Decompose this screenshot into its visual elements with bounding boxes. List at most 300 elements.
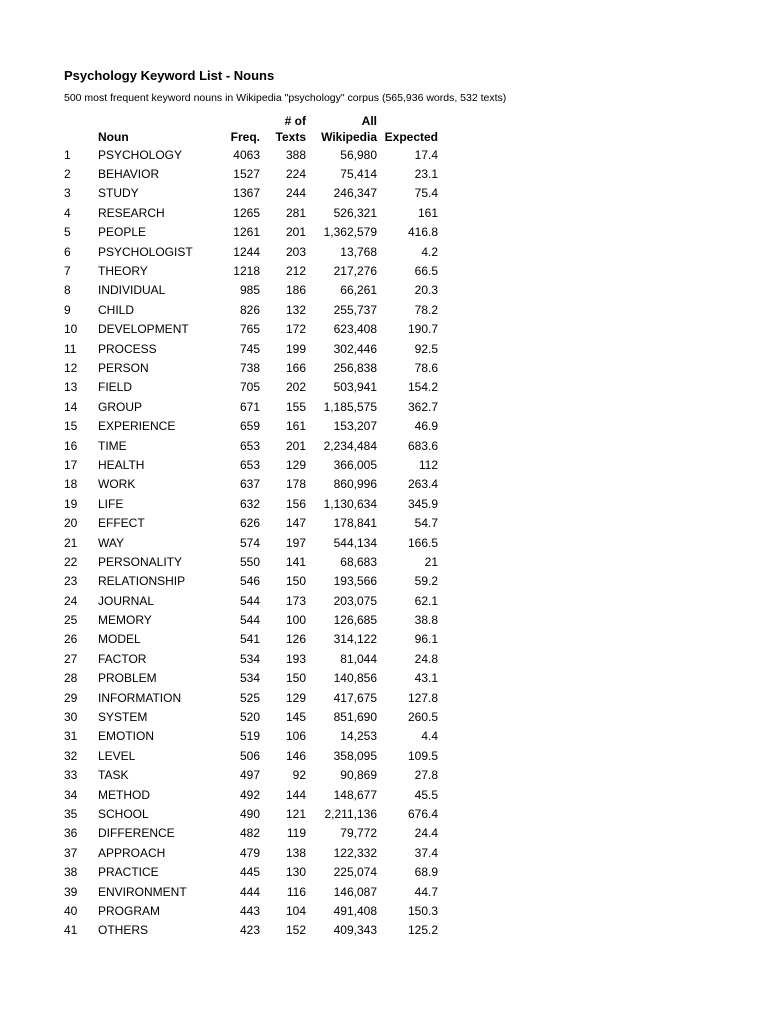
- header-wiki-top: All: [361, 114, 377, 128]
- rank-cell: 5: [64, 225, 71, 240]
- freq-cell: 546: [239, 574, 260, 589]
- texts-cell: 152: [285, 923, 306, 938]
- noun-cell: DEVELOPMENT: [98, 322, 189, 337]
- expected-cell: 78.2: [414, 302, 438, 317]
- expected-cell: 54.7: [414, 516, 438, 531]
- rank-cell: 10: [64, 322, 78, 337]
- rank-cell: 38: [64, 865, 78, 880]
- noun-cell: WAY: [98, 535, 124, 550]
- freq-cell: 520: [239, 710, 260, 725]
- expected-cell: 59.2: [414, 574, 438, 589]
- noun-cell: PEOPLE: [98, 225, 147, 240]
- rank-cell: 3: [64, 186, 71, 201]
- noun-cell: TASK: [98, 768, 129, 783]
- expected-cell: 38.8: [414, 613, 438, 628]
- rank-cell: 34: [64, 787, 78, 802]
- expected-cell: 43.1: [414, 671, 438, 686]
- noun-cell: FACTOR: [98, 651, 147, 666]
- wikipedia-cell: 178,841: [333, 516, 377, 531]
- freq-cell: 423: [239, 923, 260, 938]
- texts-cell: 104: [285, 903, 306, 918]
- table-row: [60, 572, 438, 591]
- texts-cell: 150: [285, 671, 306, 686]
- texts-cell: 121: [285, 806, 306, 821]
- wikipedia-cell: 623,408: [333, 322, 377, 337]
- header-noun: Noun: [98, 130, 129, 144]
- table-body: [60, 145, 438, 940]
- freq-cell: 1265: [233, 205, 260, 220]
- expected-cell: 109.5: [407, 748, 438, 763]
- wikipedia-cell: 2,234,484: [323, 438, 377, 453]
- rank-cell: 27: [64, 651, 78, 666]
- texts-cell: 126: [285, 632, 306, 647]
- expected-cell: 416.8: [407, 225, 438, 240]
- rank-cell: 4: [64, 205, 71, 220]
- table-row: [60, 552, 438, 571]
- wikipedia-cell: 68,683: [340, 554, 377, 569]
- wikipedia-cell: 90,869: [340, 768, 377, 783]
- noun-cell: PROBLEM: [98, 671, 157, 686]
- freq-cell: 653: [239, 457, 260, 472]
- noun-cell: TIME: [98, 438, 127, 453]
- expected-cell: 66.5: [414, 264, 438, 279]
- table-row: [60, 184, 438, 203]
- expected-cell: 263.4: [407, 477, 438, 492]
- texts-cell: 197: [285, 535, 306, 550]
- expected-cell: 75.4: [414, 186, 438, 201]
- wikipedia-cell: 491,408: [333, 903, 377, 918]
- noun-cell: INFORMATION: [98, 690, 182, 705]
- table-row: [60, 610, 438, 629]
- table-row: [60, 591, 438, 610]
- texts-cell: 202: [285, 380, 306, 395]
- noun-cell: RESEARCH: [98, 205, 165, 220]
- texts-cell: 201: [285, 225, 306, 240]
- expected-cell: 20.3: [414, 283, 438, 298]
- expected-cell: 27.8: [414, 768, 438, 783]
- noun-cell: LEVEL: [98, 748, 136, 763]
- noun-cell: PRACTICE: [98, 865, 159, 880]
- noun-cell: SYSTEM: [98, 710, 148, 725]
- texts-cell: 144: [285, 787, 306, 802]
- wikipedia-cell: 193,566: [333, 574, 377, 589]
- wikipedia-cell: 217,276: [333, 264, 377, 279]
- freq-cell: 544: [239, 613, 260, 628]
- texts-cell: 199: [285, 341, 306, 356]
- table-row: [60, 416, 438, 435]
- freq-cell: 705: [239, 380, 260, 395]
- rank-cell: 11: [64, 341, 77, 356]
- texts-cell: 186: [285, 283, 306, 298]
- freq-cell: 490: [239, 806, 260, 821]
- wikipedia-cell: 225,074: [333, 865, 377, 880]
- rank-cell: 9: [64, 302, 71, 317]
- rank-cell: 25: [64, 613, 78, 628]
- wikipedia-cell: 860,996: [333, 477, 377, 492]
- texts-cell: 100: [285, 613, 306, 628]
- texts-cell: 281: [285, 205, 306, 220]
- table-row: [60, 630, 438, 649]
- expected-cell: 92.5: [414, 341, 438, 356]
- freq-cell: 534: [239, 651, 260, 666]
- wikipedia-cell: 75,414: [340, 167, 377, 182]
- noun-cell: INDIVIDUAL: [98, 283, 166, 298]
- rank-cell: 8: [64, 283, 71, 298]
- noun-cell: BEHAVIOR: [98, 167, 160, 182]
- noun-cell: PROGRAM: [98, 903, 161, 918]
- rank-cell: 24: [64, 593, 78, 608]
- keyword-table: [60, 114, 438, 940]
- freq-cell: 479: [239, 845, 260, 860]
- freq-cell: 1527: [233, 167, 260, 182]
- expected-cell: 125.2: [407, 923, 438, 938]
- wikipedia-cell: 13,768: [340, 244, 377, 259]
- table-row: [60, 242, 438, 261]
- header-expected: Expected: [384, 130, 438, 144]
- rank-cell: 21: [64, 535, 78, 550]
- expected-cell: 154.2: [407, 380, 438, 395]
- expected-cell: 96.1: [414, 632, 438, 647]
- expected-cell: 4.2: [421, 244, 438, 259]
- rank-cell: 13: [64, 380, 78, 395]
- freq-cell: 541: [239, 632, 260, 647]
- rank-cell: 19: [64, 496, 78, 511]
- rank-cell: 36: [64, 826, 78, 841]
- noun-cell: MODEL: [98, 632, 141, 647]
- expected-cell: 676.4: [407, 806, 438, 821]
- table-row: [60, 281, 438, 300]
- rank-cell: 37: [64, 845, 78, 860]
- wikipedia-cell: 146,087: [333, 884, 377, 899]
- freq-cell: 1261: [233, 225, 260, 240]
- texts-cell: 132: [285, 302, 306, 317]
- noun-cell: RELATIONSHIP: [98, 574, 186, 589]
- expected-cell: 45.5: [414, 787, 438, 802]
- table-row: [60, 649, 438, 668]
- texts-cell: 201: [285, 438, 306, 453]
- wikipedia-cell: 66,261: [340, 283, 377, 298]
- expected-cell: 78.6: [414, 360, 438, 375]
- wikipedia-cell: 126,685: [333, 613, 377, 628]
- table-row: [60, 901, 438, 920]
- freq-cell: 671: [239, 399, 260, 414]
- wikipedia-cell: 1,185,575: [323, 399, 377, 414]
- table-row: [60, 475, 438, 494]
- noun-cell: DIFFERENCE: [98, 826, 175, 841]
- table-row: [60, 436, 438, 455]
- rank-cell: 31: [64, 729, 78, 744]
- rank-cell: 14: [64, 399, 78, 414]
- noun-cell: OTHERS: [98, 923, 149, 938]
- texts-cell: 150: [285, 574, 306, 589]
- header-texts-top: # of: [284, 114, 306, 128]
- freq-cell: 445: [239, 865, 260, 880]
- rank-cell: 16: [64, 438, 78, 453]
- wikipedia-cell: 366,005: [333, 457, 377, 472]
- noun-cell: CHILD: [98, 302, 135, 317]
- page-title: Psychology Keyword List - Nouns: [64, 68, 275, 83]
- texts-cell: 224: [285, 167, 306, 182]
- rank-cell: 33: [64, 768, 78, 783]
- freq-cell: 497: [239, 768, 260, 783]
- texts-cell: 193: [285, 651, 306, 666]
- freq-cell: 544: [239, 593, 260, 608]
- table-row: [60, 533, 438, 552]
- texts-cell: 388: [285, 147, 306, 162]
- texts-cell: 156: [285, 496, 306, 511]
- freq-cell: 1218: [233, 264, 260, 279]
- freq-cell: 826: [239, 302, 260, 317]
- table-row: [60, 455, 438, 474]
- texts-cell: 106: [285, 729, 306, 744]
- table-row: [60, 320, 438, 339]
- rank-cell: 15: [64, 419, 78, 434]
- expected-cell: 345.9: [407, 496, 438, 511]
- table-row: [60, 358, 438, 377]
- texts-cell: 178: [285, 477, 306, 492]
- noun-cell: LIFE: [98, 496, 124, 511]
- header-row: [60, 129, 438, 145]
- texts-cell: 116: [286, 884, 306, 899]
- noun-cell: PROCESS: [98, 341, 157, 356]
- texts-cell: 92: [292, 768, 306, 783]
- freq-cell: 534: [239, 671, 260, 686]
- expected-cell: 37.4: [414, 845, 438, 860]
- texts-cell: 172: [285, 322, 306, 337]
- rank-cell: 7: [64, 264, 71, 279]
- rank-cell: 41: [64, 923, 78, 938]
- wikipedia-cell: 148,677: [333, 787, 377, 802]
- table-row: [60, 746, 438, 765]
- wikipedia-cell: 256,838: [333, 360, 377, 375]
- rank-cell: 20: [64, 516, 78, 531]
- freq-cell: 519: [239, 729, 260, 744]
- rank-cell: 35: [64, 806, 78, 821]
- rank-cell: 28: [64, 671, 78, 686]
- freq-cell: 492: [239, 787, 260, 802]
- wikipedia-cell: 79,772: [340, 826, 377, 841]
- table-row: [60, 882, 438, 901]
- freq-cell: 632: [239, 496, 260, 511]
- rank-cell: 29: [64, 690, 78, 705]
- freq-cell: 745: [239, 341, 260, 356]
- wikipedia-cell: 526,321: [333, 205, 377, 220]
- noun-cell: STUDY: [98, 186, 139, 201]
- table-row: [60, 707, 438, 726]
- wikipedia-cell: 314,122: [333, 632, 377, 647]
- rank-cell: 18: [64, 477, 78, 492]
- expected-cell: 4.4: [421, 729, 438, 744]
- rank-cell: 26: [64, 632, 78, 647]
- page-subtitle: 500 most frequent keyword nouns in Wikipedia "psychology" corpus (565,936 words, 532 texts): [64, 92, 507, 104]
- freq-cell: 444: [239, 884, 260, 899]
- wikipedia-cell: 14,253: [340, 729, 377, 744]
- table-row: [60, 223, 438, 242]
- freq-cell: 1367: [233, 186, 260, 201]
- rank-cell: 32: [64, 748, 78, 763]
- table-row: [60, 513, 438, 532]
- table-row: [60, 688, 438, 707]
- wikipedia-cell: 417,675: [333, 690, 377, 705]
- expected-cell: 68.9: [414, 865, 438, 880]
- texts-cell: 244: [285, 186, 306, 201]
- noun-cell: FIELD: [98, 380, 133, 395]
- rank-cell: 2: [64, 167, 71, 182]
- freq-cell: 482: [239, 826, 260, 841]
- table-row: [60, 921, 438, 940]
- texts-cell: 166: [285, 360, 306, 375]
- table-row: [60, 862, 438, 881]
- noun-cell: HEALTH: [98, 457, 145, 472]
- table-row: [60, 339, 438, 358]
- table-row: [60, 203, 438, 222]
- expected-cell: 17.4: [414, 147, 438, 162]
- expected-cell: 23.1: [414, 167, 438, 182]
- texts-cell: 146: [285, 748, 306, 763]
- rank-cell: 6: [64, 244, 71, 259]
- noun-cell: PERSONALITY: [98, 554, 183, 569]
- noun-cell: ENVIRONMENT: [98, 884, 187, 899]
- table-row: [60, 397, 438, 416]
- table-row: [60, 378, 438, 397]
- freq-cell: 506: [239, 748, 260, 763]
- rank-cell: 1: [64, 147, 71, 162]
- wikipedia-cell: 153,207: [333, 419, 377, 434]
- rank-cell: 40: [64, 903, 78, 918]
- table-row: [60, 145, 438, 164]
- freq-cell: 4063: [233, 147, 260, 162]
- table-row: [60, 300, 438, 319]
- freq-cell: 443: [239, 903, 260, 918]
- expected-cell: 683.6: [407, 438, 438, 453]
- wikipedia-cell: 302,446: [333, 341, 377, 356]
- rank-cell: 39: [64, 884, 78, 899]
- expected-cell: 44.7: [414, 884, 438, 899]
- wikipedia-cell: 503,941: [333, 380, 377, 395]
- expected-cell: 161: [417, 205, 438, 220]
- freq-cell: 574: [239, 535, 260, 550]
- header-row-top: [60, 114, 438, 129]
- table-row: [60, 261, 438, 280]
- noun-cell: EFFECT: [98, 516, 145, 531]
- rank-cell: 22: [64, 554, 78, 569]
- noun-cell: MEMORY: [98, 613, 152, 628]
- freq-cell: 1244: [233, 244, 260, 259]
- freq-cell: 550: [239, 554, 260, 569]
- header-wiki: Wikipedia: [321, 130, 377, 144]
- freq-cell: 626: [239, 516, 260, 531]
- wikipedia-cell: 56,980: [340, 147, 377, 162]
- wikipedia-cell: 409,343: [333, 923, 377, 938]
- texts-cell: 212: [285, 264, 306, 279]
- freq-cell: 765: [239, 322, 260, 337]
- expected-cell: 127.8: [407, 690, 438, 705]
- noun-cell: EMOTION: [98, 729, 154, 744]
- texts-cell: 130: [285, 865, 306, 880]
- rank-cell: 23: [64, 574, 78, 589]
- wikipedia-cell: 544,134: [333, 535, 377, 550]
- expected-cell: 362.7: [407, 399, 438, 414]
- table-row: [60, 843, 438, 862]
- texts-cell: 129: [285, 457, 306, 472]
- freq-cell: 525: [239, 690, 260, 705]
- wikipedia-cell: 81,044: [340, 651, 377, 666]
- noun-cell: PSYCHOLOGIST: [98, 244, 193, 259]
- wikipedia-cell: 2,211,136: [324, 806, 377, 821]
- rank-cell: 17: [64, 457, 78, 472]
- expected-cell: 62.1: [414, 593, 438, 608]
- expected-cell: 46.9: [414, 419, 438, 434]
- texts-cell: 145: [285, 710, 306, 725]
- expected-cell: 166.5: [407, 535, 438, 550]
- wikipedia-cell: 246,347: [333, 186, 377, 201]
- expected-cell: 112: [418, 457, 438, 472]
- wikipedia-cell: 203,075: [333, 593, 377, 608]
- table-row: [60, 164, 438, 183]
- noun-cell: PSYCHOLOGY: [98, 147, 183, 162]
- expected-cell: 150.3: [407, 903, 438, 918]
- texts-cell: 155: [285, 399, 306, 414]
- expected-cell: 260.5: [407, 710, 438, 725]
- wikipedia-cell: 1,362,579: [323, 225, 377, 240]
- noun-cell: APPROACH: [98, 845, 166, 860]
- table-row: [60, 494, 438, 513]
- texts-cell: 161: [285, 419, 306, 434]
- wikipedia-cell: 122,332: [333, 845, 377, 860]
- freq-cell: 653: [239, 438, 260, 453]
- noun-cell: JOURNAL: [98, 593, 155, 608]
- noun-cell: THEORY: [98, 264, 148, 279]
- table-row: [60, 804, 438, 823]
- rank-cell: 30: [64, 710, 78, 725]
- expected-cell: 190.7: [407, 322, 438, 337]
- rank-cell: 12: [64, 360, 78, 375]
- freq-cell: 738: [239, 360, 260, 375]
- table-row: [60, 824, 438, 843]
- noun-cell: PERSON: [98, 360, 149, 375]
- wikipedia-cell: 1,130,634: [323, 496, 377, 511]
- freq-cell: 659: [239, 419, 260, 434]
- noun-cell: WORK: [98, 477, 136, 492]
- header-freq: Freq.: [230, 130, 260, 144]
- texts-cell: 129: [285, 690, 306, 705]
- texts-cell: 203: [285, 244, 306, 259]
- texts-cell: 147: [285, 516, 306, 531]
- expected-cell: 24.4: [414, 826, 438, 841]
- freq-cell: 637: [239, 477, 260, 492]
- wikipedia-cell: 255,737: [333, 302, 377, 317]
- noun-cell: EXPERIENCE: [98, 419, 176, 434]
- table-row: [60, 785, 438, 804]
- texts-cell: 141: [285, 554, 306, 569]
- wikipedia-cell: 358,095: [333, 748, 377, 763]
- wikipedia-cell: 851,690: [333, 710, 377, 725]
- table-row: [60, 727, 438, 746]
- freq-cell: 985: [239, 283, 260, 298]
- expected-cell: 24.8: [414, 651, 438, 666]
- texts-cell: 173: [285, 593, 306, 608]
- texts-cell: 119: [286, 826, 306, 841]
- table-row: [60, 766, 438, 785]
- expected-cell: 21: [424, 554, 438, 569]
- table-row: [60, 669, 438, 688]
- texts-cell: 138: [285, 845, 306, 860]
- noun-cell: METHOD: [98, 787, 150, 802]
- noun-cell: SCHOOL: [98, 806, 149, 821]
- wikipedia-cell: 140,856: [333, 671, 377, 686]
- header-texts: Texts: [275, 130, 306, 144]
- noun-cell: GROUP: [98, 399, 143, 414]
